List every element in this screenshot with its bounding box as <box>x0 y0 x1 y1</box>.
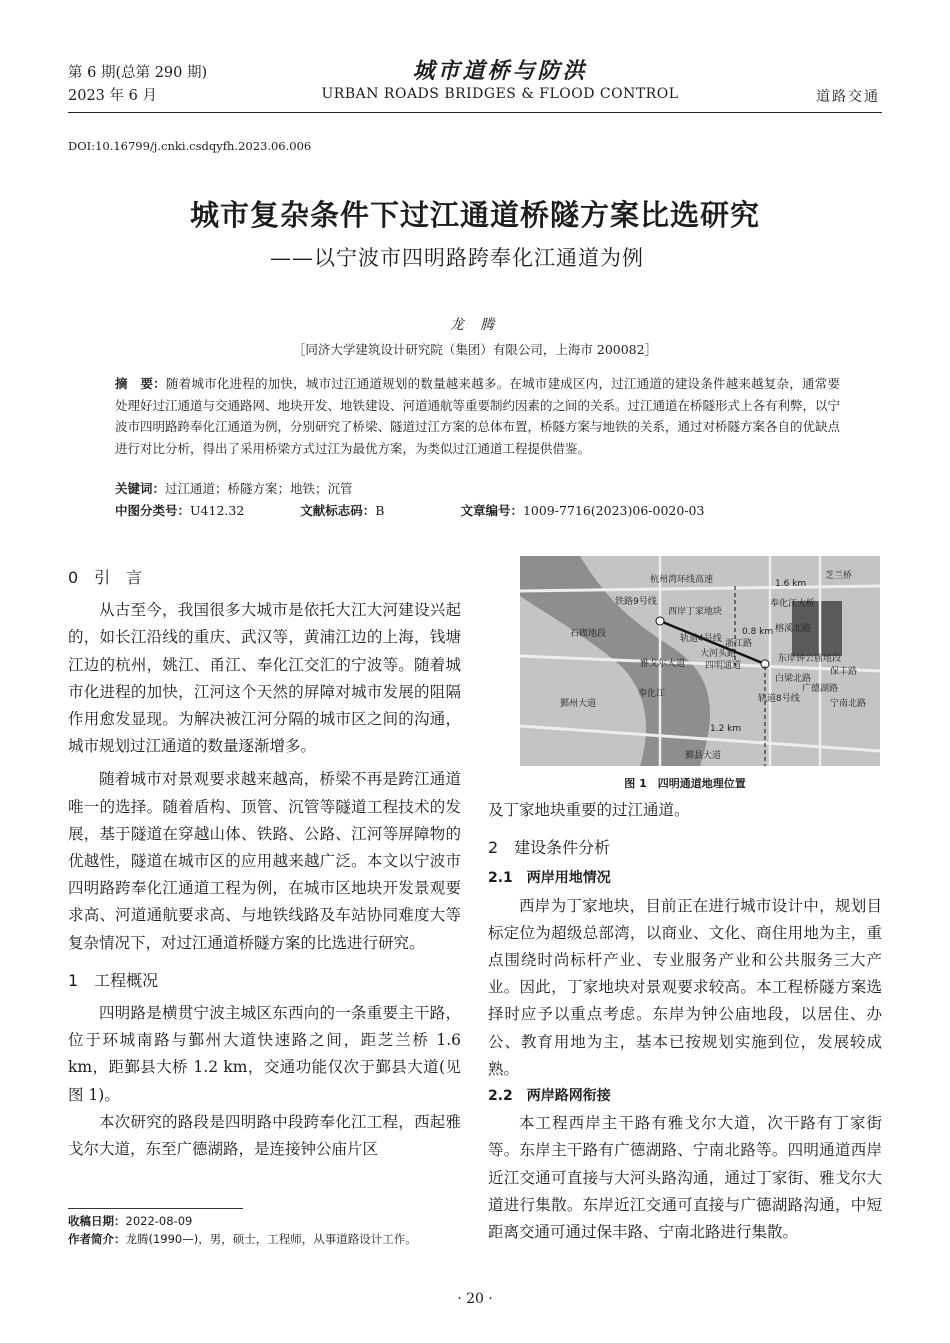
map-label-fenghua-bridge: 奉化江大桥 <box>770 599 816 609</box>
doc-code-label: 文献标志码： <box>300 503 376 518</box>
received-label: 收稿日期： <box>68 1214 126 1228</box>
keywords-text: 过江通道；桥隧方案；地铁；沉管 <box>165 481 353 496</box>
location-map-figure <box>520 556 880 766</box>
section-1-heading: 1 工程概况 <box>68 970 159 990</box>
map-label-tiedong: 铁路9号线 <box>615 597 657 607</box>
map-label-guangde: 广德湖路 <box>802 684 839 694</box>
map-label-baofeng: 保丰路 <box>830 667 858 677</box>
section-2-heading: 2 建设条件分析 <box>488 838 611 858</box>
map-label-zhilan: 芝兰桥 <box>825 571 853 581</box>
map-label-yinxian: 鄞县大道 <box>685 751 722 761</box>
overview-paragraph-1: 四明路是横贯宁波主城区东西向的一条重要主干路，位于环城南路与鄞州大道快速路之间，距芝兰桥 1.6 km，距鄞县大桥 1.2 km，交通功能仅次于鄞县大道(见图 1)。 <box>68 1004 461 1104</box>
section-2-1-heading: 2.1 两岸用地情况 <box>488 870 611 887</box>
map-label-ningnan: 宁南北路 <box>830 699 867 709</box>
overview-paragraph-2: 本次研究的路段是四明路中段跨奉化江工程，西起雅戈尔大道，东至广德湖路，是连接钟公庙片区 <box>68 1112 461 1159</box>
map-label-yinzhou: 鄞州大道 <box>560 699 597 709</box>
paper-subtitle: ——以宁波市四明路跨奉化江通道为例 <box>270 246 644 270</box>
journal-name-cn: 城市道桥与防洪 <box>412 58 588 84</box>
abstract-label: 摘 要： <box>115 376 166 391</box>
author-bio: 龙腾(1990—)，男，硕士，工程师，从事道路设计工作。 <box>125 1231 417 1246</box>
map-label-hangzhou-bay: 杭州湾环线高速 <box>650 575 714 585</box>
map-label-siming: 四明通道 <box>705 661 742 671</box>
map-label-zhejiang: 浙江路 <box>725 639 753 649</box>
right-column <box>488 797 882 1246</box>
keywords-label: 关键词： <box>115 481 166 496</box>
section-2-2-heading: 2.2 两岸路网衔接 <box>488 1088 611 1105</box>
footnote-rule <box>68 1208 243 1209</box>
doc-code-value: B <box>375 503 385 518</box>
map-label-rongxi: 榕溪北路 <box>775 624 812 634</box>
map-label-yage: 雅戈尔大道 <box>640 659 686 669</box>
article-number-value: 1009-7716(2023)06-0020-03 <box>522 503 705 518</box>
left-column <box>68 564 461 1163</box>
date-line: 2023 年 6 月 <box>68 88 157 104</box>
paper-title: 城市复杂条件下过江通道桥隧方案比选研究 <box>189 198 760 232</box>
clc-label: 中图分类号： <box>115 503 191 518</box>
header-rule <box>68 112 882 113</box>
doi: DOI:10.16799/j.cnki.csdqyfh.2023.06.006 <box>68 139 312 153</box>
map-label-line8: 轨道8号线 <box>758 694 800 704</box>
clc-value: U412.32 <box>190 503 245 518</box>
map-label-east-bank: 东岸钟公庙地段 <box>778 654 842 664</box>
section-0-heading: 0 引 言 <box>68 568 143 587</box>
intro-paragraph-1: 从古至今，我国很多大城市是依托大江大河建设兴起的，如长江沿线的重庆、武汉等，黄浦江边的上海，钱塘江边的杭州，姚江、甬江、奉化江交汇的宁波等。随着城市化进程的加快，江河这个天然的屏障对城市发展的阻隔作用愈发显现。为解决被江河分隔的城市区之间的沟通，城市规划过江通道的数量逐渐增多。 <box>68 601 461 756</box>
map-label-dist-16: 1.6 km <box>775 579 807 589</box>
issue-info <box>68 62 207 108</box>
map-label-dist-08: 0.8 km <box>742 627 774 637</box>
classification-line <box>115 501 840 519</box>
author-bio-label: 作者简介： <box>68 1231 126 1246</box>
map-label-west-bank: 西岸丁家地块 <box>668 607 723 617</box>
footnote <box>68 1213 468 1248</box>
abstract-text: 随着城市化进程的加快，城市过江通道规划的数量越来越多。在城市建成区内，过江通道的建设条件越来越复杂，通常要处理好过江通道与交通路网、地块开发、地铁建设、河道通航等重要制约因素的之间的关系。过江通道在桥隧形式上各有利弊，以宁波市四明路跨奉化江通道为例，分别研究了桥梁、隧道过江方案的总体布置，桥隧方案与地铁的关系，通过对桥隧方案各自的优缺点进行对比分析，得出了采用桥梁方式过江为最优方案，为类似过江通道工程提供借鉴。 <box>115 376 841 456</box>
article-number-label: 文章编号： <box>460 503 523 518</box>
keywords <box>115 479 353 497</box>
land-use-paragraph: 西岸为丁家地块，目前正在进行城市设计中，规划目标定位为超级总部湾，以商业、文化、商住用地为主，重点围绕时尚标杆产业、专业服务产业和公共服务三大产业。因此，丁家地块对景观要求较高。本工程桥隧方案选择时应予以重点考虑。东岸为钟公庙地段，以居住、办公、教育用地为主，基本已按规划实施到位，发展较成熟。 <box>488 896 882 1078</box>
map-label-line4: 轨道4号线 <box>680 634 722 644</box>
road-network-paragraph: 本工程西岸主干路有雅戈尔大道，次干路有丁家街等。东岸主干路有广德湖路、宁南北路等。四明通道西岸近江交通可直接与大河头路沟通，通过丁家街、雅戈尔大道进行集散。东岸近江交通可直接与广德湖路沟通，中短距离交通可通过保丰路、宁南北路进行集散。 <box>488 1114 882 1242</box>
map-label-dahetou: 大河头路 <box>700 649 737 659</box>
map-label-fenghua-river: 奉化江 <box>638 689 666 699</box>
intro-paragraph-2: 随着城市对景观要求越来越高，桥梁不再是跨江通道唯一的选择。随着盾构、顶管、沉管等隧道工程技术的发展，基于隧道在穿越山体、铁路、公路、江河等屏障物的优越性，隧道在城市区的应用越来越广泛。本文以宁波市四明路跨奉化江通道工程为例，在城市区地块开发景观要求高、河道通航要求高、与地铁线路及车站协同难度大等复杂情况下，对过江通道桥隧方案的比选进行研究。 <box>68 770 461 952</box>
section-label: 道路交通 <box>816 89 880 105</box>
location-map <box>520 556 880 766</box>
map-label-dist-12: 1.2 km <box>710 724 742 734</box>
map-label-shiqi: 石碶地段 <box>570 629 607 639</box>
received-date: 2022-08-09 <box>125 1214 193 1228</box>
issue-line: 第 6 期(总第 290 期) <box>68 65 208 81</box>
author: 龙 腾 <box>449 317 501 333</box>
affiliation: ［同济大学建筑设计研究院（集团）有限公司，上海市 200082］ <box>292 342 658 357</box>
page-number: · 20 · <box>457 1291 493 1307</box>
figure-caption: 图 1 四明通道地理位置 <box>624 777 746 790</box>
right-paragraph-continuation: 及丁家地块重要的过江通道。 <box>488 801 690 819</box>
abstract <box>115 373 840 459</box>
map-label-baiyang: 白梁北路 <box>775 674 812 684</box>
journal-masthead <box>300 57 700 102</box>
journal-name-en: URBAN ROADS BRIDGES & FLOOD CONTROL <box>321 86 679 102</box>
